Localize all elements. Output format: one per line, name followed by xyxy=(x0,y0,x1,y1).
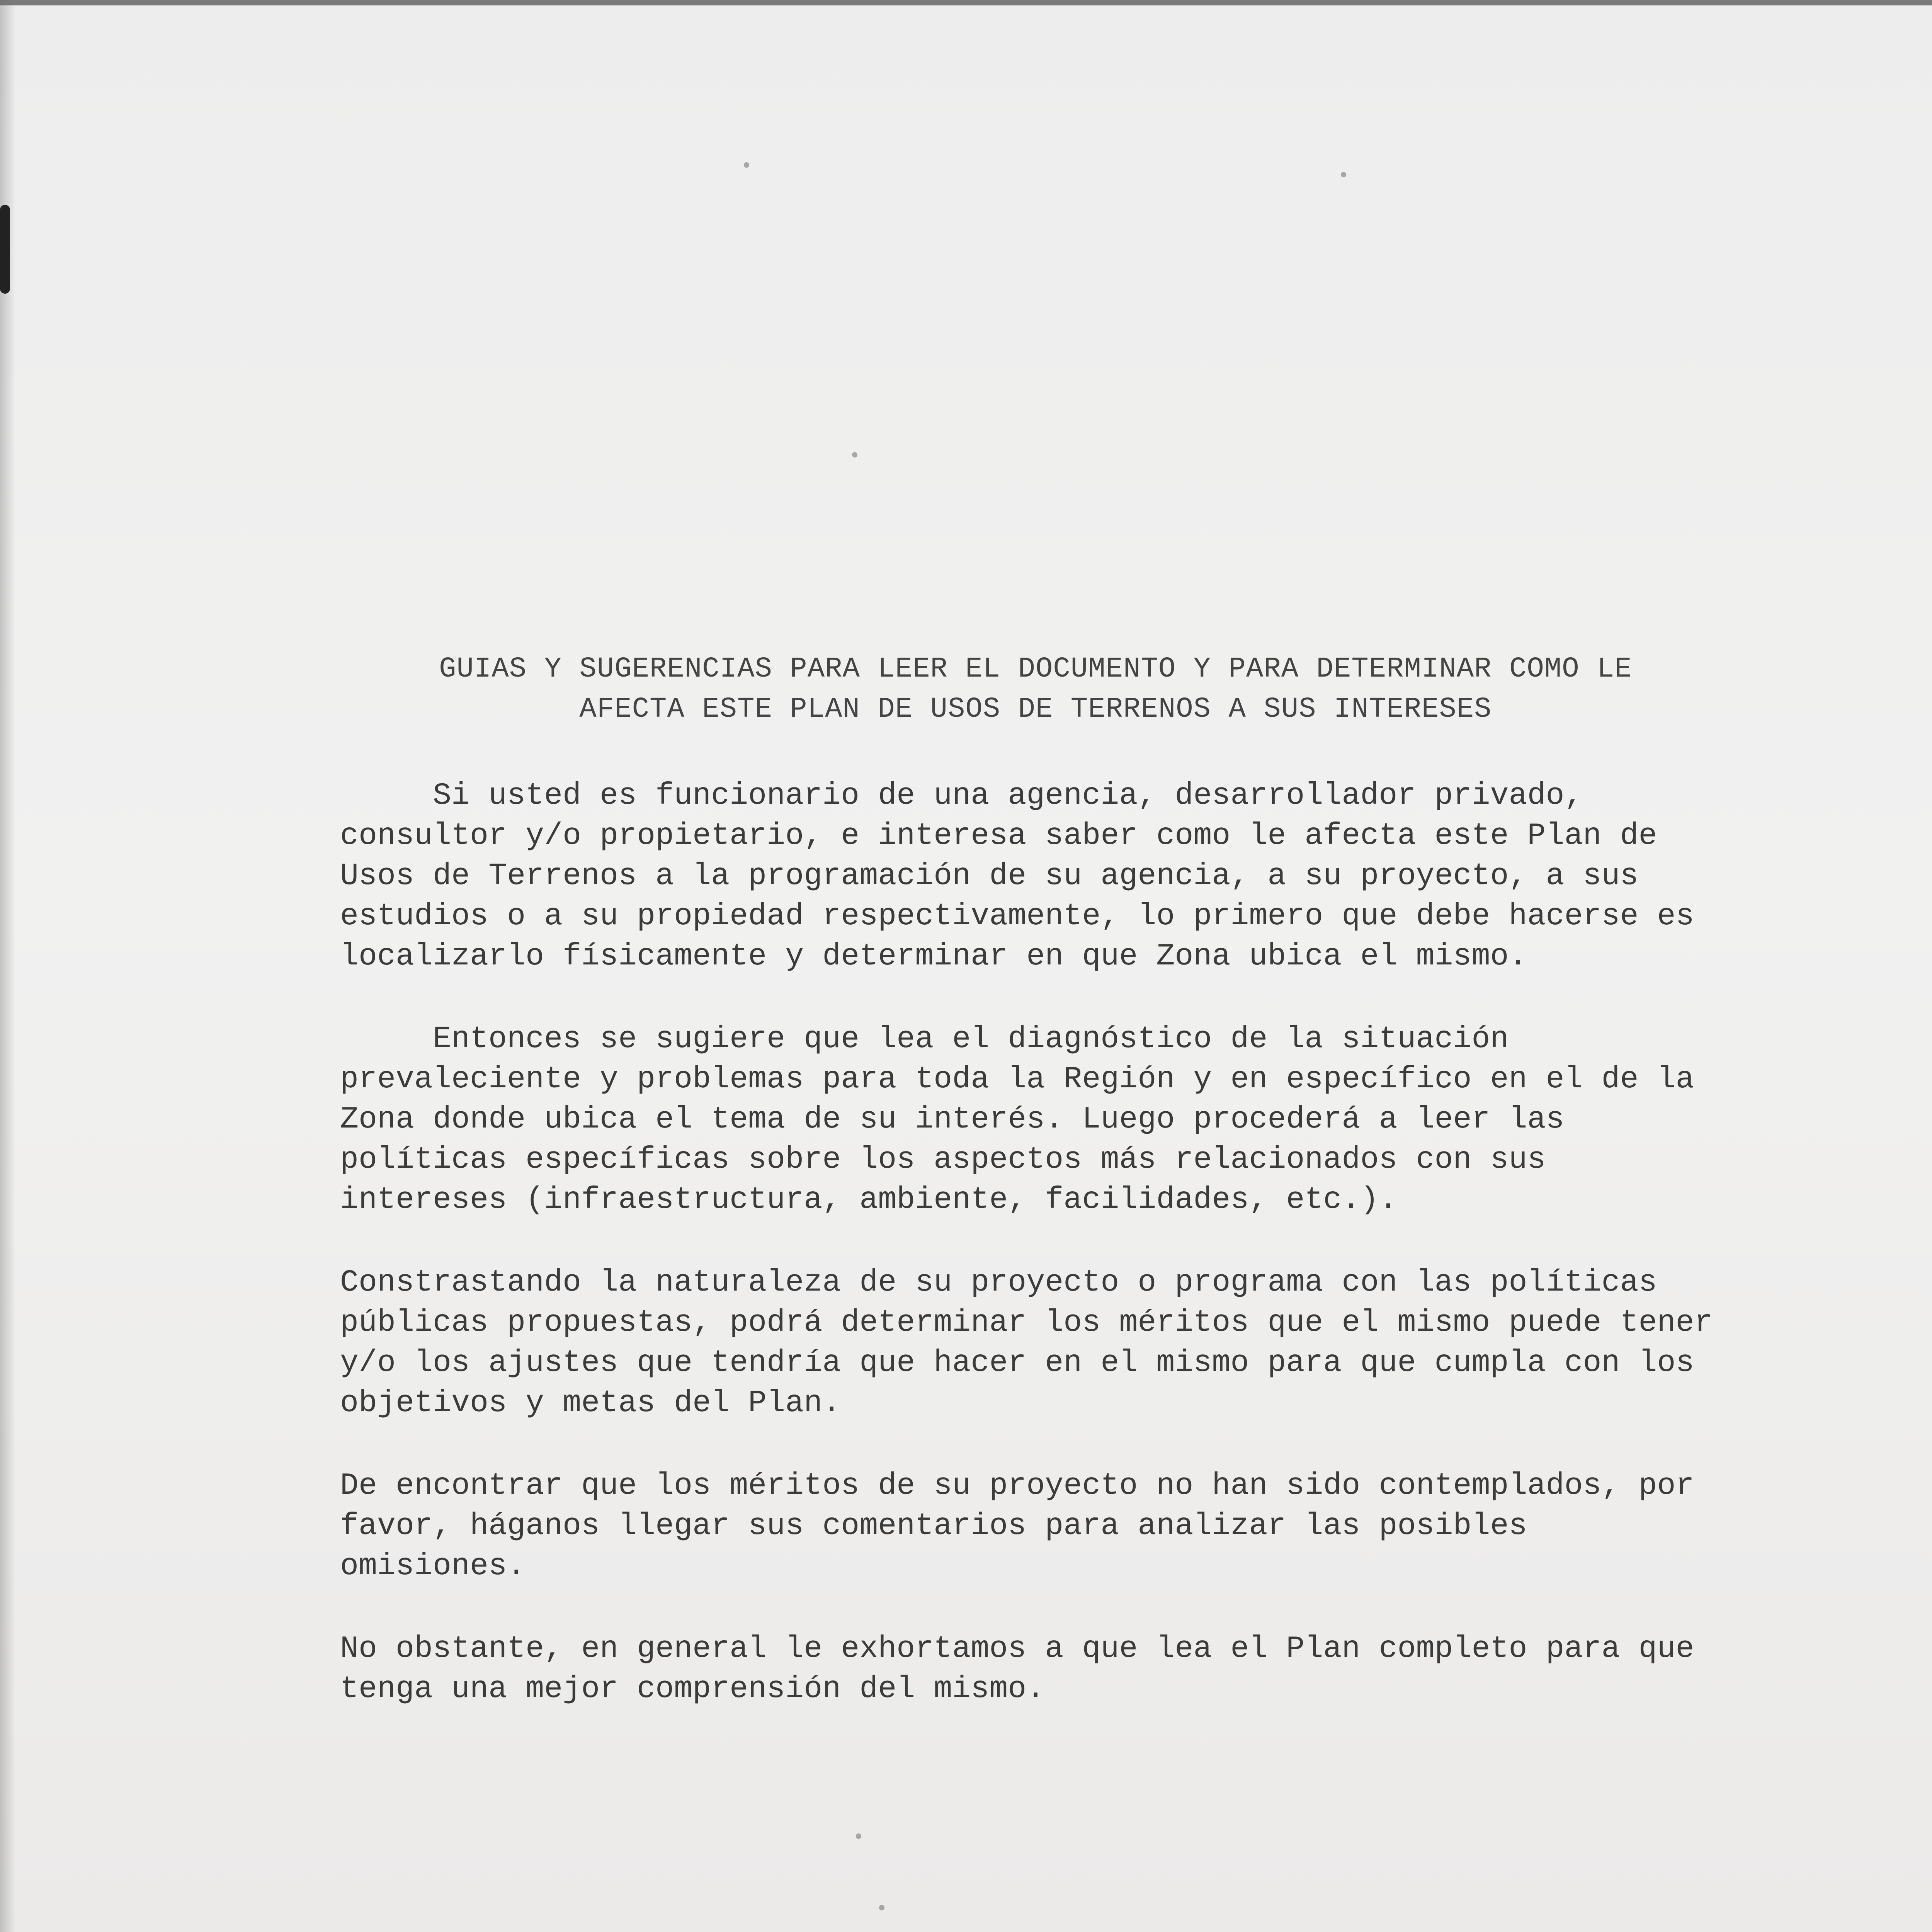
paragraph-3: Constrastando la naturaleza de su proyecto o programa con las políticas públicas propuestas, podrá determinar los méritos que el mismo puede tener y/o los ajustes que tendría que hacer en el mismo para que cumpla con los objetivos y metas del Plan. xyxy=(340,1265,1713,1421)
binding-mark-left xyxy=(0,205,10,294)
document-body xyxy=(340,649,1731,1752)
paragraph-5: No obstante, en general le exhortamos a que lea el Plan completo para que tenga una mejor comprensión del mismo. xyxy=(340,1631,1694,1707)
title-line-1: GUIAS Y SUGERENCIAS PARA LEER EL DOCUMENTO Y PARA DETERMINAR COMO LE xyxy=(439,653,1632,685)
paragraph-2: Entonces se sugiere que lea el diagnóstico de la situación prevaleciente y problemas para toda la Región y en específico en el de la Zona donde ubica el tema de su interés. Luego procederá a leer las políticas específicas sobre los aspectos más relacionados con sus intereses (infraestructura, ambiente, facilidades, etc.). xyxy=(340,1022,1694,1218)
paper-speck xyxy=(744,162,749,168)
paper-speck xyxy=(1341,172,1346,177)
document-title xyxy=(340,649,1731,730)
title-line-2: AFECTA ESTE PLAN DE USOS DE TERRENOS A SUS INTERESES xyxy=(579,693,1492,726)
paper-speck xyxy=(879,1905,884,1910)
paragraph-4: De encontrar que los méritos de su proyecto no han sido contemplados, por favor, háganos llegar sus comentarios para analizar las posibles omisiones. xyxy=(340,1468,1694,1584)
paper-speck xyxy=(852,452,857,457)
paper-speck xyxy=(856,1833,861,1839)
paragraph-1: Si usted es funcionario de una agencia, desarrollador privado, consultor y/o propietario, e interesa saber como le afecta este Plan de Usos de Terrenos a la programación de su agencia, a su proyecto, a sus estudios o a su propiedad respectivamente, lo primero que debe hacerse es localizarlo físicamente y determinar en que Zona ubica el mismo. xyxy=(340,778,1694,974)
page-top-edge xyxy=(0,0,1932,5)
